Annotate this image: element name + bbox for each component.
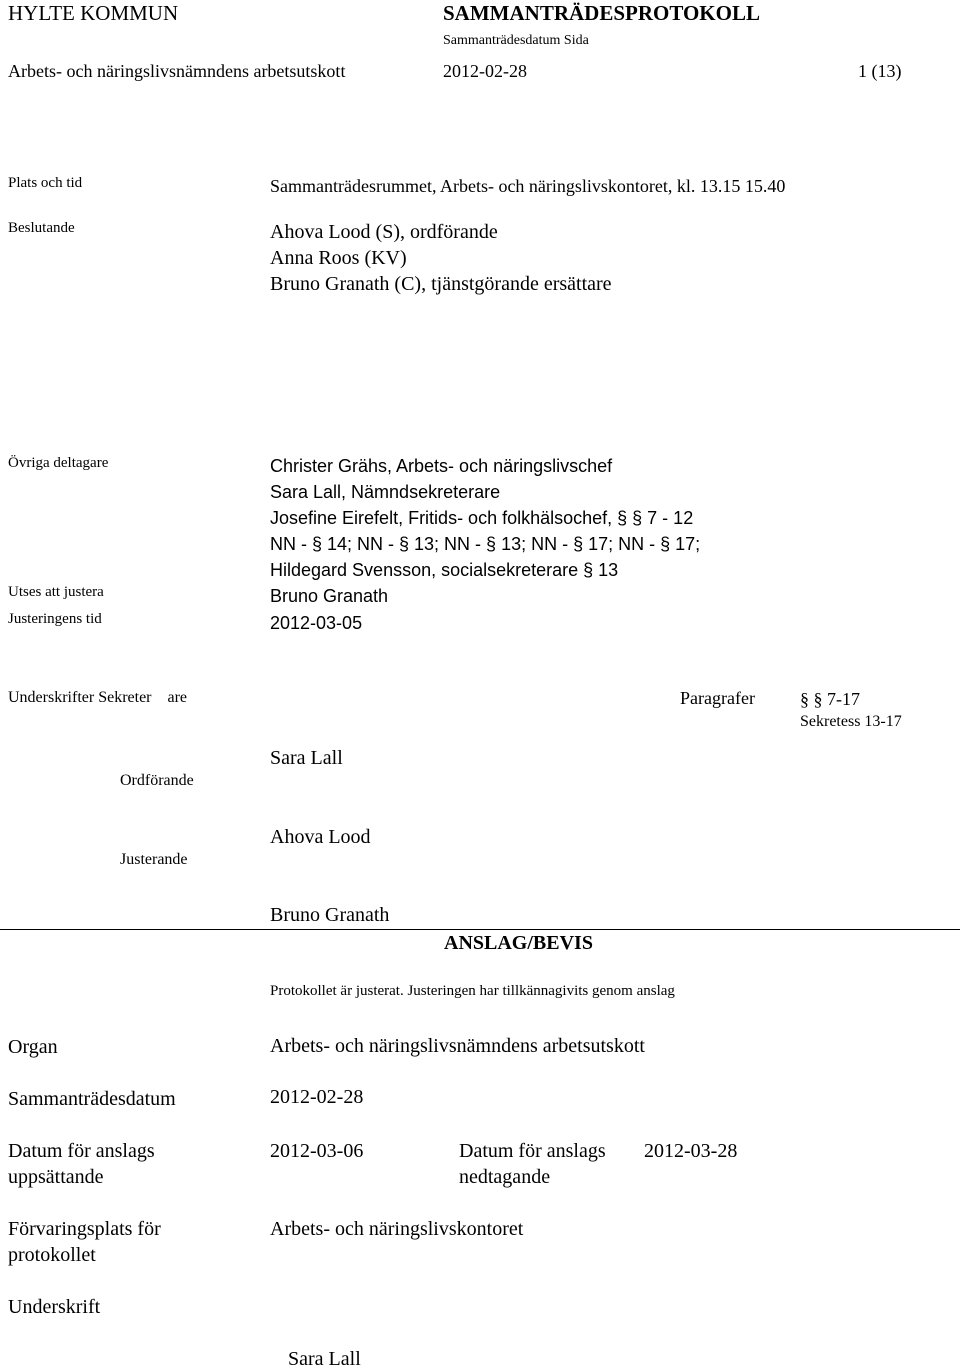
adjust-time-value: 2012-03-05 [270,613,363,633]
committee-name: Arbets- och näringslivsnämndens arbetsutskott [8,61,346,81]
meeting-date: 2012-02-28 [443,61,527,81]
other-participant: NN - § 14; NN - § 13; NN - § 13; NN - § 17; NN - § 17; [270,534,701,554]
other-participant: Josefine Eirefelt, Fritids- och folkhälsochef, § § 7 - 12 [270,508,694,528]
other-participant: Sara Lall, Nämndsekreterare [270,482,501,502]
signatures-label: Underskrifter Sekreter are [8,689,188,706]
adjust-time-label: Justeringens tid [8,611,102,627]
header-sub-labels: Sammanträdesdatum Sida [443,33,589,48]
deciding-member: Ahova Lood (S), ordförande [270,221,498,243]
other-participant: Hildegard Svensson, socialsekreterare § 13 [270,560,619,580]
chair-label: Ordförande [120,772,194,789]
page-number: 1 (13) [858,61,902,81]
signer-name: Sara Lall [288,1348,361,1370]
chair-name: Ahova Lood [270,826,371,848]
secretary-name: Sara Lall [270,747,343,769]
deciding-member: Anna Roos (KV) [270,247,407,269]
meeting-date-label: Sammanträdesdatum [8,1088,176,1110]
other-participant: Christer Grähs, Arbets- och näringslivschef [270,456,613,476]
posted-date: 2012-03-06 [270,1140,364,1162]
organ-label: Organ [8,1036,58,1058]
posted-label: uppsättande [8,1166,104,1188]
storage-label: protokollet [8,1244,96,1266]
storage-value: Arbets- och näringslivskontoret [270,1218,524,1240]
doc-type: SAMMANTRÄDESPROTOKOLL [443,1,760,25]
signature-label: Underskrift [8,1296,101,1318]
posted-label: Datum för anslags [8,1140,155,1162]
deciding-label: Beslutande [8,220,75,236]
storage-label: Förvaringsplats för [8,1218,161,1240]
notice-text: Protokollet är justerat. Justeringen har tillkännagivits genom anslag [270,983,675,999]
adjuster-sign-name: Bruno Granath [270,904,390,926]
adjuster-name: Bruno Granath [270,586,389,606]
adjuster-label: Utses att justera [8,584,104,600]
paragraphs-value: § § 7-17 [800,689,860,709]
secrecy-value: Sekretess 13-17 [800,713,902,730]
place-label: Plats och tid [8,175,83,191]
organ-value: Arbets- och näringslivsnämndens arbetsutskott [270,1035,645,1057]
removed-label: Datum för anslags [459,1140,606,1162]
place-value: Sammanträdesrummet, Arbets- och näringslivskontoret, kl. 13.15 15.40 [270,176,786,196]
deciding-member: Bruno Granath (C), tjänstgörande ersättare [270,273,612,295]
meeting-date-value: 2012-02-28 [270,1086,364,1108]
others-label: Övriga deltagare [8,455,109,471]
removed-label: nedtagande [459,1166,551,1188]
divider-line [0,929,960,930]
adjuster-sign-label: Justerande [120,851,188,868]
paragraphs-label: Paragrafer [680,688,755,708]
removed-date: 2012-03-28 [644,1140,738,1162]
org-name: HYLTE KOMMUN [8,1,179,25]
notice-title: ANSLAG/BEVIS [444,932,593,954]
